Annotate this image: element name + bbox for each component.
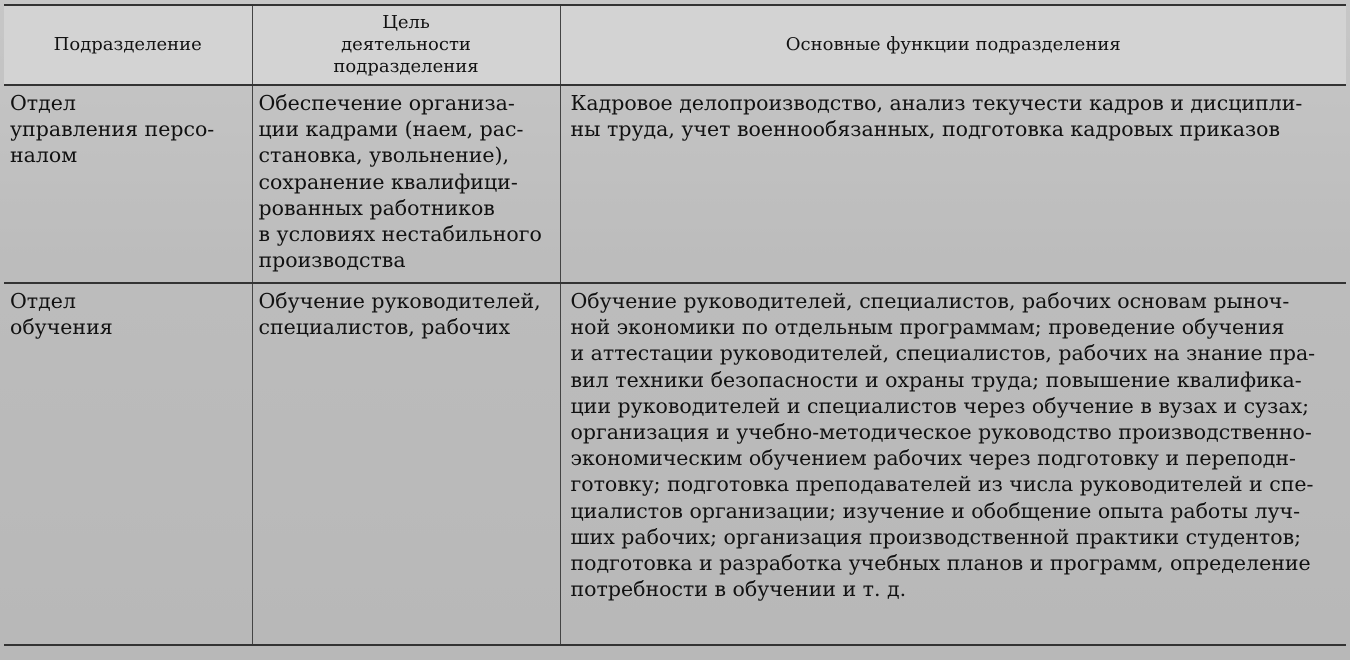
department-name: Отдел управления персо- налом bbox=[10, 91, 215, 168]
header-goal bbox=[252, 5, 560, 85]
header-functions bbox=[560, 5, 1346, 85]
department-functions: Кадровое делопроизводство, анализ текучести кадров и дисципли- ны труда, учет военнообязанных, подготовка кадровых приказов bbox=[570, 91, 1303, 142]
cell-goal bbox=[252, 283, 560, 645]
header-department-label: Подразделение bbox=[53, 34, 202, 55]
cell-goal bbox=[252, 85, 560, 283]
cell-functions bbox=[560, 85, 1346, 283]
department-name: Отдел обучения bbox=[10, 289, 113, 340]
table-row bbox=[4, 283, 1346, 645]
cell-department bbox=[4, 85, 252, 283]
cell-functions bbox=[560, 283, 1346, 645]
header-functions-label: Основные функции подразделения bbox=[785, 34, 1121, 55]
table-body bbox=[4, 85, 1346, 645]
department-goal: Обучение руководителей, специалистов, рабочих bbox=[258, 289, 541, 340]
department-functions: Обучение руководителей, специалистов, рабочих основам рыноч- ной экономики по отдельным программам; проведение обучения и аттестации руководителей, специалистов, рабочих на знание пра- вил техники безопасности и охраны труда; повышение квалифика- ции руководителей и специалистов через обучение в вузах и сузах; организация и учебно-методическое руководство производственно- экономическим обучением рабочих через подготовку и переподн- готовку; подготовка преподавателей из числа руководителей и спе- циалистов организации; изучение и обобщение опыта работы луч- ших рабочих; организация производственной практики студентов; подготовка и разработка учебных планов и программ, определение потребности в обучении и т. д. bbox=[570, 289, 1316, 602]
table-row bbox=[4, 85, 1346, 283]
departments-table bbox=[4, 4, 1346, 646]
header-goal-label: Цель деятельности подразделения bbox=[333, 12, 479, 77]
table-header bbox=[4, 5, 1346, 85]
header-row bbox=[4, 5, 1346, 85]
cell-department bbox=[4, 283, 252, 645]
header-department bbox=[4, 5, 252, 85]
department-goal: Обеспечение организа- ции кадрами (наем, рас- становка, увольнение), сохранение квалифици- рованных работников в условиях нестабильного производства bbox=[258, 91, 542, 273]
